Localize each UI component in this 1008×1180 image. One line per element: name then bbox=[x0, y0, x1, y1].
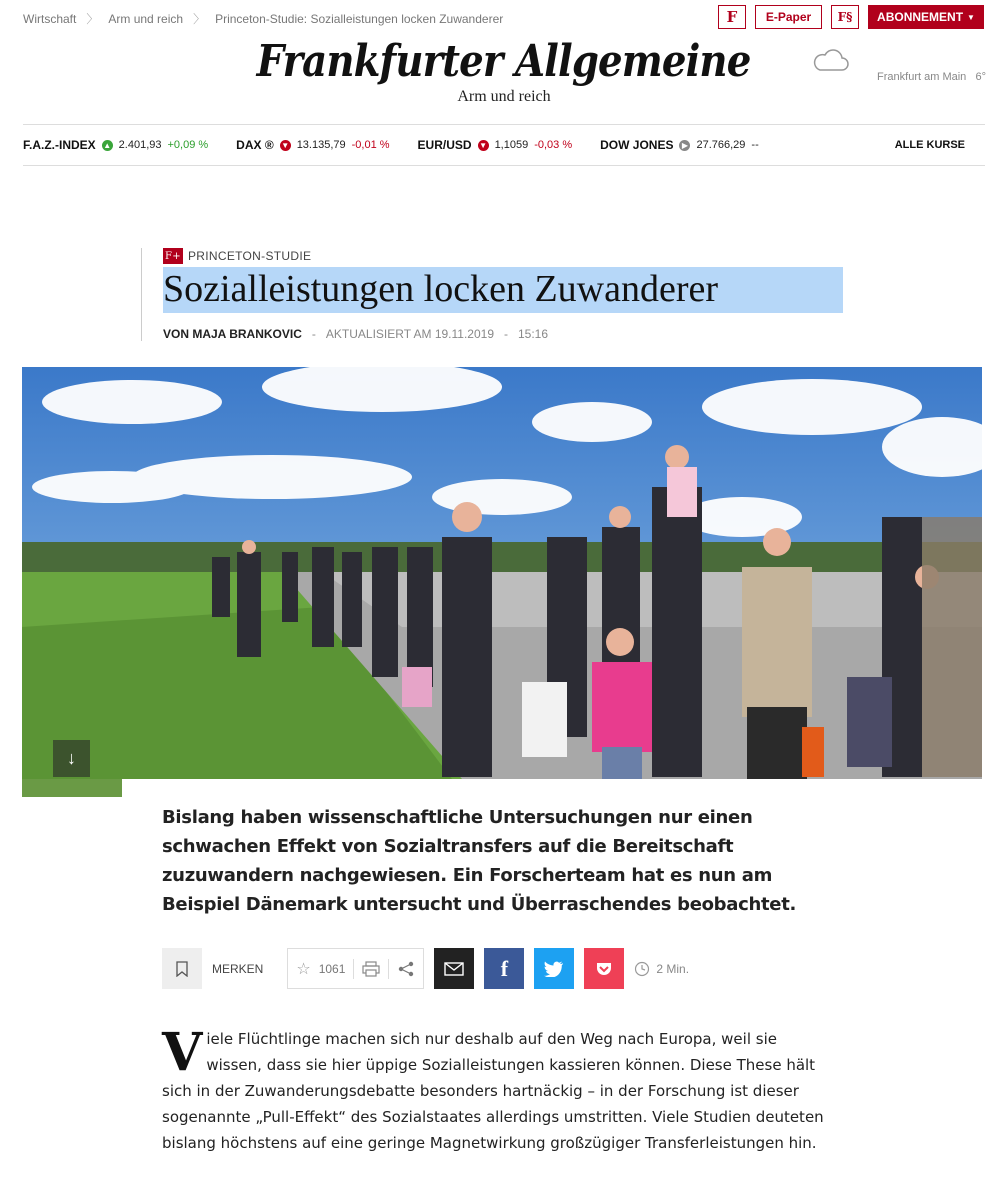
market-name: F.A.Z.-INDEX bbox=[23, 138, 96, 152]
arrow-down-icon[interactable]: ↓ bbox=[53, 740, 90, 777]
market-value: 1,1059 bbox=[494, 139, 529, 151]
market-change: -0,01 % bbox=[351, 139, 390, 151]
divider bbox=[353, 959, 354, 979]
kicker-label: PRINCETON-STUDIE bbox=[188, 249, 312, 263]
market-change: +0,09 % bbox=[167, 139, 209, 151]
merken-label[interactable]: MERKEN bbox=[212, 961, 264, 976]
market-name: DOW JONES bbox=[600, 138, 674, 152]
hero-photo bbox=[22, 367, 982, 779]
page-title: Sozialleistungen locken Zuwanderer bbox=[163, 267, 843, 313]
chevron-right-icon: 〉 bbox=[86, 12, 99, 26]
arrow-right-icon: ▶ bbox=[679, 140, 690, 151]
breadcrumb-item-current[interactable]: Princeton-Studie: Sozialleistungen locken Zuwanderer bbox=[215, 11, 504, 26]
market-name: EUR/USD bbox=[417, 138, 472, 152]
faz-icon-button[interactable]: F bbox=[718, 5, 746, 29]
bookmark-button[interactable] bbox=[162, 948, 202, 989]
cloud-icon bbox=[810, 46, 850, 74]
facebook-share-button[interactable] bbox=[484, 948, 524, 989]
twitter-icon bbox=[544, 961, 564, 977]
market-name: DAX ® bbox=[236, 138, 274, 152]
action-group bbox=[287, 948, 424, 989]
email-share-button[interactable] bbox=[434, 948, 474, 989]
reading-time-label: 2 Min. bbox=[656, 961, 690, 976]
market-value: 13.135,79 bbox=[296, 139, 346, 151]
all-quotes-link[interactable]: ALLE KURSE bbox=[894, 139, 965, 151]
arrow-down-icon: ▼ bbox=[281, 140, 290, 150]
author[interactable]: VON MAJA BRANKOVIC bbox=[163, 327, 302, 341]
market-change: -0,03 % bbox=[534, 139, 573, 151]
market-value: 27.766,29 bbox=[696, 139, 746, 151]
star-icon[interactable]: ☆ bbox=[296, 960, 311, 978]
breadcrumb-item-arm-und-reich[interactable]: Arm und reich bbox=[108, 11, 184, 26]
updated-date: AKTUALISIERT AM 19.11.2019 bbox=[325, 327, 494, 341]
facebook-icon: f bbox=[500, 955, 509, 981]
weather-city: Frankfurt am Main bbox=[877, 71, 967, 83]
weather-widget[interactable] bbox=[810, 46, 986, 83]
rating-count: 1061 bbox=[318, 961, 346, 976]
faz-law-icon-button[interactable]: F§ bbox=[831, 5, 859, 29]
section-title[interactable]: Arm und reich bbox=[457, 88, 551, 105]
separator: - bbox=[504, 327, 508, 341]
reading-time bbox=[634, 961, 689, 977]
market-item-dow-jones[interactable] bbox=[600, 138, 759, 152]
separator: - bbox=[311, 327, 316, 341]
updated-time: 15:16 bbox=[518, 327, 549, 341]
abonnement-button[interactable] bbox=[868, 5, 984, 29]
top-actions bbox=[718, 5, 984, 29]
logo[interactable]: Frankfurter Allgemeine bbox=[257, 36, 751, 87]
chevron-right-icon: 〉 bbox=[193, 12, 206, 26]
twitter-share-button[interactable] bbox=[534, 948, 574, 989]
hero-image[interactable] bbox=[22, 367, 982, 779]
arrow-up-icon: ▲ bbox=[103, 140, 112, 150]
kicker bbox=[163, 248, 843, 264]
caret-down-icon: ▼ bbox=[967, 12, 975, 22]
breadcrumb bbox=[23, 10, 503, 27]
market-change: -- bbox=[751, 139, 759, 151]
divider bbox=[388, 959, 389, 979]
market-value: 2.401,93 bbox=[118, 139, 162, 151]
print-icon[interactable] bbox=[362, 961, 380, 977]
article-header bbox=[141, 248, 843, 341]
mail-icon bbox=[444, 962, 464, 976]
arrow-down-icon: ▼ bbox=[479, 140, 488, 150]
article-body bbox=[162, 1022, 828, 1156]
market-ticker bbox=[23, 124, 985, 166]
article-toolbar bbox=[162, 948, 689, 989]
article-teaser: Bislang haben wissenschaftliche Untersuchungen nur einen schwachen Effekt von Sozialtransfers auf die Bereitschaft zuzuwandern nachgewiesen. Ein Forscherteam hat es nun am Beispiel Dänemark untersucht und Überraschendes beobachtet. bbox=[162, 807, 797, 915]
abonnement-label: ABONNEMENT bbox=[877, 10, 964, 24]
image-caption-strip bbox=[22, 779, 122, 797]
market-item-faz-index[interactable] bbox=[23, 138, 208, 152]
share-icon[interactable] bbox=[397, 961, 415, 977]
bookmark-icon bbox=[176, 961, 188, 977]
pocket-icon bbox=[595, 961, 613, 977]
breadcrumb-item-wirtschaft[interactable]: Wirtschaft bbox=[23, 11, 77, 26]
clock-icon bbox=[634, 961, 650, 977]
pocket-share-button[interactable] bbox=[584, 948, 624, 989]
dropcap: V bbox=[162, 1022, 203, 1083]
weather-temp: 6° bbox=[975, 71, 986, 83]
article-paragraph: iele Flüchtlinge machen sich nur deshalb auf den Weg nach Europa, weil sie wissen, dass sie hier üppige Sozialleistungen kassieren können. Diese These hält sich in der Zuwanderungsdebatte besonders hartnäckig – in der Forschung ist dieser sogenannte „Pull-Effekt“ des Sozialstaates allerdings umstritten. Viele Studien deuteten bislang höchstens auf eine geringe Magnetwirkung großzügiger Transferleistungen hin. bbox=[162, 1030, 824, 1152]
market-item-eur-usd[interactable] bbox=[418, 138, 573, 152]
byline bbox=[163, 327, 843, 341]
market-item-dax[interactable] bbox=[236, 138, 389, 152]
epaper-button[interactable]: E-Paper bbox=[755, 5, 822, 29]
faz-plus-icon: F+ bbox=[163, 248, 183, 264]
